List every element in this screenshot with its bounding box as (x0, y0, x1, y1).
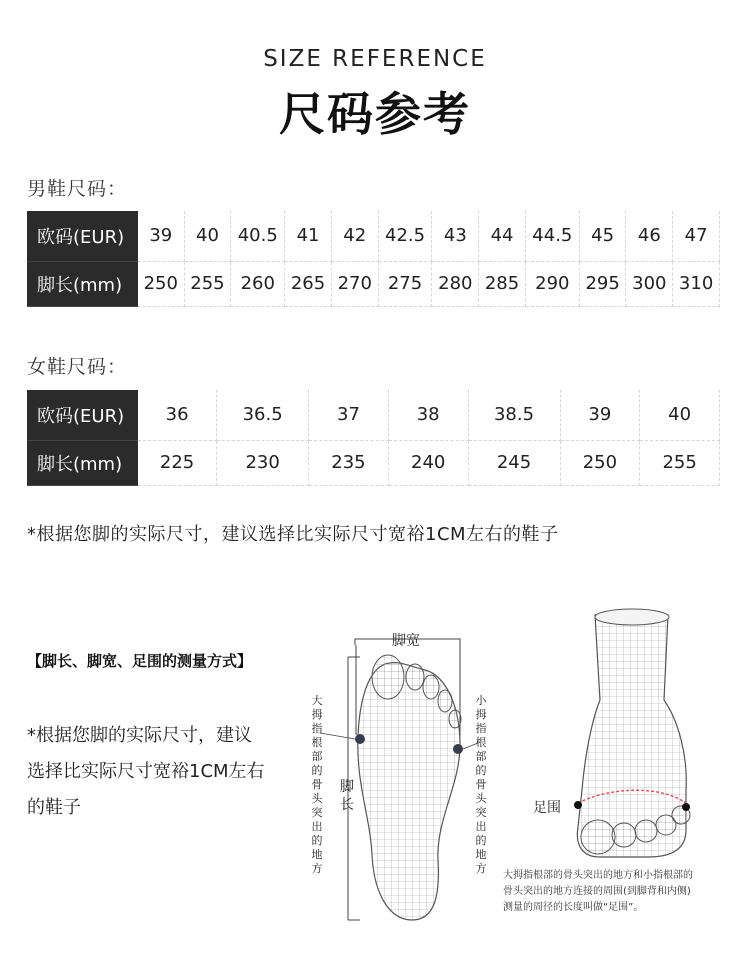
men-eur-cell: 47 (673, 211, 720, 261)
men-eur-cell: 45 (579, 211, 626, 261)
men-mm-cell: 255 (184, 261, 231, 306)
women-mm-cell: 250 (560, 440, 640, 485)
women-mm-cell: 240 (388, 440, 468, 485)
page-title: 尺码参考 (279, 87, 471, 141)
method-note-line: 选择比实际尺寸宽裕1CM左右 (27, 761, 265, 782)
women-eur-cell: 38.5 (468, 390, 560, 440)
men-eur-cell: 46 (626, 211, 673, 261)
men-mm-cell: 270 (331, 261, 378, 306)
foot-girth-label: 足围 (533, 800, 561, 816)
men-mm-cell: 265 (285, 261, 332, 306)
foot-length-label: 脚长 (340, 779, 354, 813)
men-size-label: 男鞋尺码： (27, 178, 128, 200)
women-mm-cell: 235 (309, 440, 389, 485)
men-eur-cell: 40 (184, 211, 231, 261)
men-mm-cell: 310 (673, 261, 720, 306)
men-eur-cell: 42 (331, 211, 378, 261)
women-eur-header: 欧码(EUR) (27, 390, 138, 440)
women-eur-cell: 37 (309, 390, 389, 440)
men-mm-cell: 260 (231, 261, 285, 306)
method-note-line: 的鞋子 (27, 797, 81, 818)
men-mm-cell: 285 (479, 261, 526, 306)
men-size-table (27, 211, 720, 307)
women-mm-header: 脚长(mm) (27, 440, 138, 485)
women-eur-cell: 38 (388, 390, 468, 440)
men-mm-header: 脚长(mm) (27, 261, 138, 306)
men-mm-cell: 295 (579, 261, 626, 306)
method-note (27, 718, 287, 826)
men-eur-cell: 41 (285, 211, 332, 261)
men-eur-cell: 40.5 (231, 211, 285, 261)
caption-line: 骨头突出的地方连接的周围(到脚背和内侧) (503, 886, 691, 897)
men-mm-cell: 275 (378, 261, 432, 306)
men-mm-row (27, 261, 720, 306)
women-eur-cell: 40 (640, 390, 720, 440)
women-mm-cell: 245 (468, 440, 560, 485)
foot-girth-illustration (560, 605, 710, 860)
women-eur-cell: 36 (138, 390, 217, 440)
women-size-table (27, 390, 720, 486)
method-note-line: *根据您脚的实际尺寸，建议 (27, 725, 252, 746)
caption-line: 大拇指根部的骨头突出的地方和小指根部的 (503, 870, 693, 881)
caption-line: 测量的周径的长度叫做“足围”。 (503, 902, 644, 913)
men-mm-cell: 300 (626, 261, 673, 306)
women-mm-cell: 255 (640, 440, 720, 485)
women-size-label: 女鞋尺码： (27, 356, 128, 378)
men-eur-row (27, 211, 720, 261)
men-eur-cell: 44 (479, 211, 526, 261)
little-toe-joint-label: 小拇指根部的骨头突出的地方 (475, 694, 487, 875)
men-eur-cell: 42.5 (378, 211, 432, 261)
subtitle: SIZE REFERENCE (263, 46, 487, 72)
men-mm-cell: 250 (138, 261, 184, 306)
method-title: 【脚长、脚宽、足围的测量方式】 (27, 652, 253, 670)
men-eur-header: 欧码(EUR) (27, 211, 138, 261)
foot-sole-illustration (300, 615, 500, 935)
size-note: *根据您脚的实际尺寸，建议选择比实际尺寸宽裕1CM左右的鞋子 (27, 524, 559, 545)
men-eur-cell: 44.5 (525, 211, 579, 261)
girth-caption (503, 868, 748, 916)
men-mm-cell: 280 (432, 261, 479, 306)
women-eur-cell: 39 (560, 390, 640, 440)
women-eur-row (27, 390, 720, 440)
women-mm-cell: 225 (138, 440, 217, 485)
men-mm-cell: 290 (525, 261, 579, 306)
women-eur-cell: 36.5 (217, 390, 309, 440)
foot-width-label: 脚宽 (392, 633, 420, 649)
women-mm-row (27, 440, 720, 485)
big-toe-joint-label: 大拇指根部的骨头突出的地方 (311, 694, 323, 875)
men-eur-cell: 39 (138, 211, 184, 261)
women-mm-cell: 230 (217, 440, 309, 485)
men-eur-cell: 43 (432, 211, 479, 261)
